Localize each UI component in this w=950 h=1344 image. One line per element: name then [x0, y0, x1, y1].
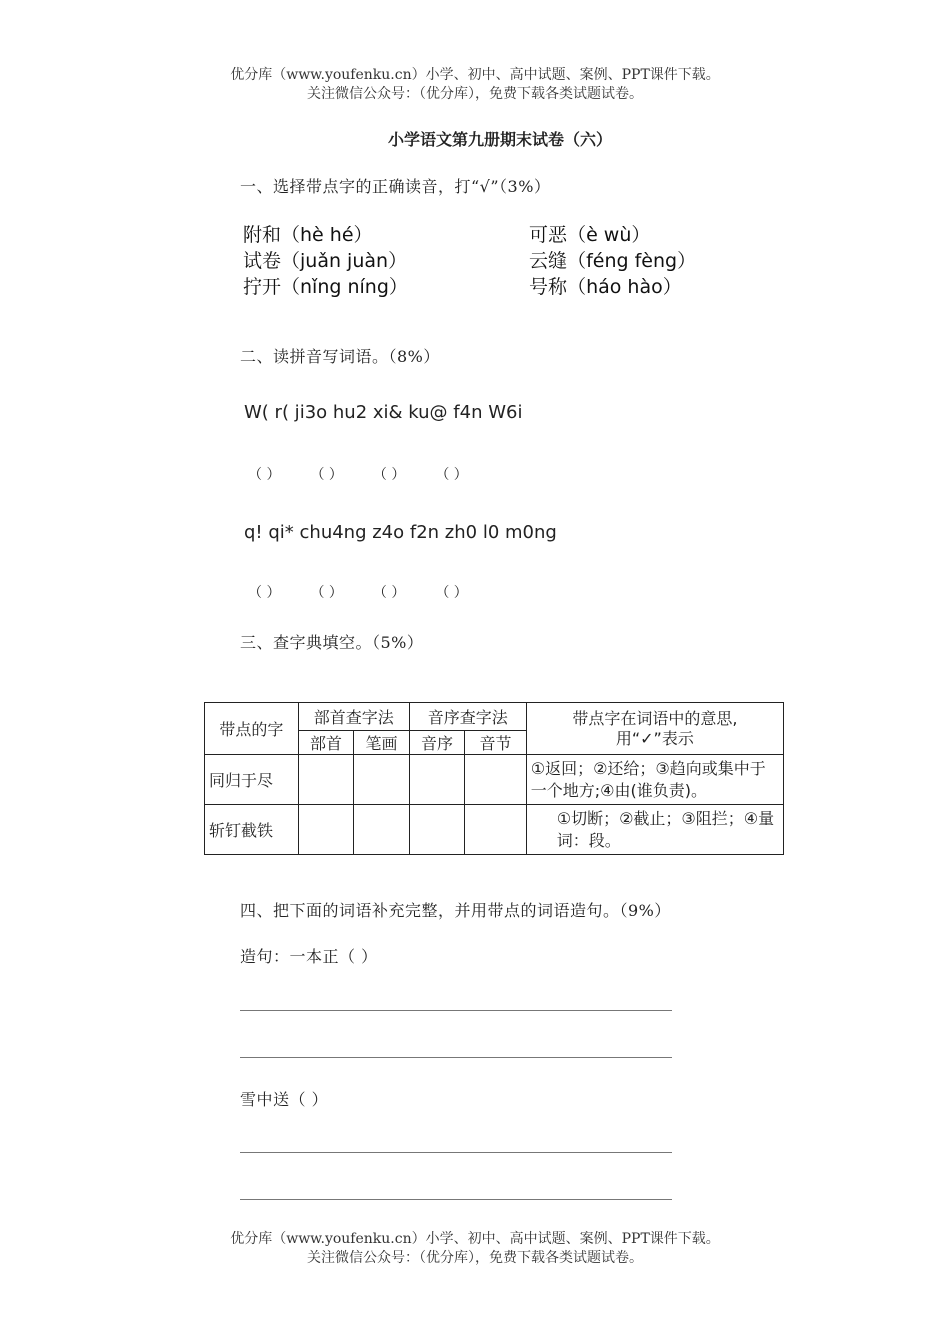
- row-meaning: ①切断；②截止；③阻拦；④量词：段。: [526, 805, 783, 855]
- footer-line-2: 关注微信公众号：（优分库），免费下载各类试题试卷。: [307, 1250, 643, 1266]
- header-strokes: 笔画: [354, 731, 409, 755]
- footer-line-1: 优分库（www.youfenku.cn）小学、初中、高中试题、案例、PPT课件下载。: [230, 1231, 720, 1247]
- answer-line[interactable]: [240, 1010, 672, 1011]
- blank-cell[interactable]: [354, 755, 409, 805]
- header-pinyin-method: 音序查字法: [409, 703, 526, 731]
- answer-blank[interactable]: （ ）: [372, 467, 406, 483]
- header-radical-method: 部首查字法: [298, 703, 409, 731]
- q1-word: 拧开: [243, 276, 282, 298]
- q1-options: （è wù）: [567, 224, 651, 246]
- row-word: 同归于尽: [205, 755, 299, 805]
- blank-cell[interactable]: [409, 805, 464, 855]
- header-syllable: 音节: [465, 731, 527, 755]
- header-char: 带点的字: [205, 703, 299, 755]
- q4-item-2: 雪中送（ ）: [240, 1090, 329, 1109]
- answer-blank[interactable]: （ ）: [435, 585, 468, 601]
- answer-line[interactable]: [240, 1152, 672, 1153]
- blank-cell[interactable]: [465, 755, 527, 805]
- header-meaning: [526, 703, 783, 755]
- q1-options: （hè hé）: [281, 224, 373, 246]
- q1-word: 云缝: [529, 250, 568, 272]
- page-title: 小学语文第九册期末试卷（六）: [387, 130, 612, 149]
- row-meaning: ①返回；②还给；③趋向或集中于一个地方;④由(谁负责)。: [526, 755, 783, 805]
- answer-blank[interactable]: （ ）: [435, 467, 468, 483]
- section-2-heading: 二、读拼音写词语。（8%）: [240, 347, 440, 366]
- answer-blank[interactable]: （ ）: [310, 467, 343, 483]
- blank-cell[interactable]: [298, 755, 353, 805]
- header-initial: 音序: [409, 731, 464, 755]
- blank-cell[interactable]: [354, 805, 409, 855]
- dictionary-table: [204, 702, 784, 855]
- q4-item-1: 造句：一本正（ ）: [240, 947, 378, 966]
- answer-line[interactable]: [240, 1199, 672, 1200]
- answer-blank[interactable]: （ ）: [372, 585, 406, 601]
- answer-line[interactable]: [240, 1057, 672, 1058]
- pinyin-row-2: q! qi* chu4ng z4o f2n zh0 l0 m0ng: [244, 522, 557, 543]
- answer-blank[interactable]: （ ）: [248, 467, 281, 483]
- answer-blank[interactable]: （ ）: [310, 585, 343, 601]
- q1-word: 试卷: [243, 250, 282, 272]
- q1-options: （féng fèng）: [567, 250, 697, 272]
- blank-cell[interactable]: [409, 755, 464, 805]
- q1-word: 可恶: [529, 224, 568, 246]
- header-meaning-line-2: 用“✓”表示: [615, 728, 694, 748]
- section-4-heading: 四、把下面的词语补充完整，并用带点的词语造句。（9%）: [240, 901, 671, 920]
- row-word: 斩钉截铁: [205, 805, 299, 855]
- q1-word: 附和: [243, 224, 282, 246]
- q1-options: （háo hào）: [567, 276, 682, 298]
- answer-blank[interactable]: （ ）: [248, 585, 281, 601]
- blank-cell[interactable]: [298, 805, 353, 855]
- section-1-heading: 一、选择带点字的正确读音，打“√”（3%）: [240, 177, 551, 196]
- header-line-2: 关注微信公众号：（优分库），免费下载各类试题试卷。: [307, 86, 643, 102]
- q1-options: （nǐng níng）: [281, 276, 408, 298]
- header-line-1: 优分库（www.youfenku.cn）小学、初中、高中试题、案例、PPT课件下载。: [230, 67, 720, 83]
- q1-pronunciation-block: [243, 222, 696, 300]
- pinyin-row-1: W( r( ji3o hu2 xi& ku@ f4n W6i: [244, 402, 523, 423]
- q1-word: 号称: [529, 276, 568, 298]
- blank-cell[interactable]: [465, 805, 527, 855]
- answer-blanks-row-2: [248, 582, 468, 602]
- section-3-heading: 三、查字典填空。（5%）: [240, 633, 424, 652]
- answer-blanks-row-1: [248, 464, 468, 484]
- header-radical: 部首: [298, 731, 353, 755]
- header-meaning-line-1: 带点字在词语中的意思,: [572, 708, 738, 728]
- q1-options: （juǎn juàn）: [281, 250, 408, 272]
